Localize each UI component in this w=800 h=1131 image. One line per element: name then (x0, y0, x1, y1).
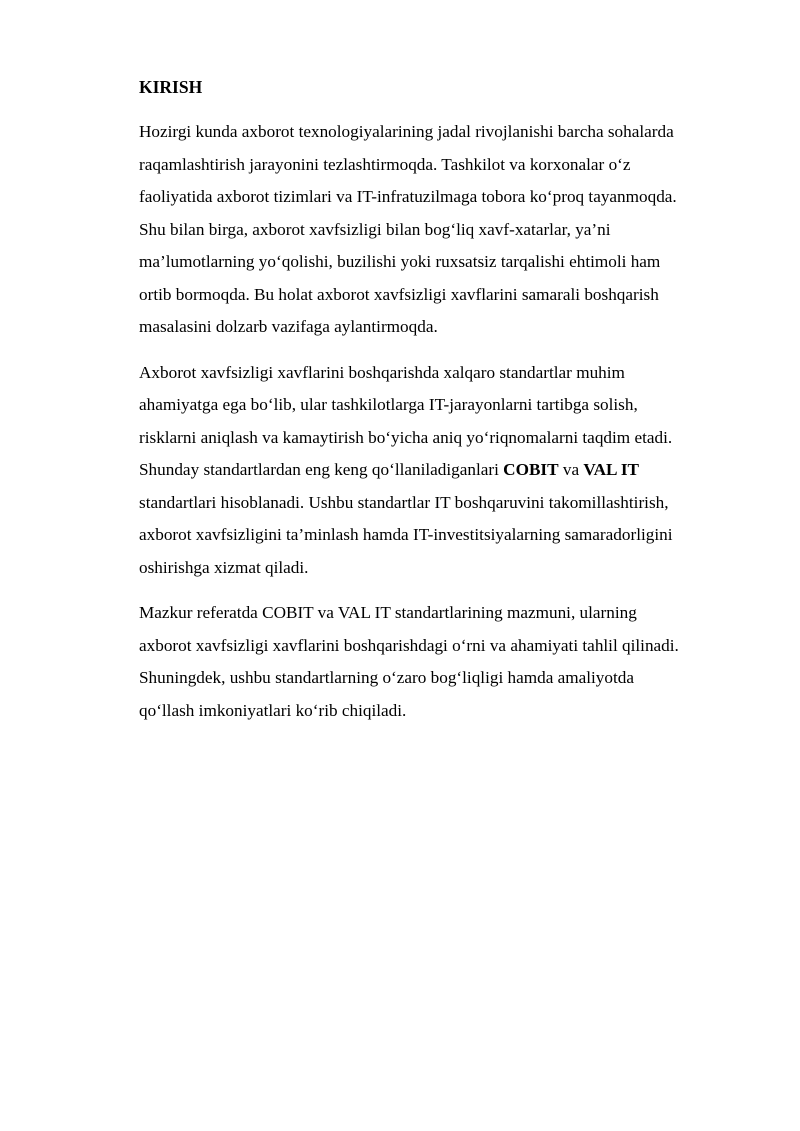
paragraph-line: ortib bormoqda. Bu holat axborot xavfsizligi xavflarini samarali boshqarish (139, 284, 659, 304)
section-heading: KIRISH (139, 77, 203, 97)
paragraph-line: risklarni aniqlash va kamaytirish bo‘yicha aniq yo‘riqnomalarni taqdim etadi. (139, 427, 673, 447)
bold-term-val-it: VAL IT (583, 460, 639, 479)
paragraph-line: Shu bilan birga, axborot xavfsizligi bilan bog‘liq xavf-xatarlar, ya’ni (139, 219, 611, 239)
paragraph-line: axborot xavfsizligi xavflarini boshqarishdagi o‘rni va ahamiyati tahlil qilinadi. (139, 635, 679, 655)
paragraph-line: axborot xavfsizligini ta’minlash hamda IT-investitsiyalarning samaradorligini (139, 525, 673, 544)
text-run: va (558, 460, 584, 479)
paragraph-line: raqamlashtirish jarayonini tezlashtirmoqda. Tashkilot va korxonalar o‘z (139, 154, 631, 174)
paragraph-line: standartlari hisoblanadi. Ushbu standartlar IT boshqaruvini takomillashtirish, (139, 492, 669, 512)
paragraph-line: faoliyatida axborot tizimlari va IT-infratuzilmaga tobora ko‘proq tayanmoqda. (139, 187, 677, 206)
paragraph-line: ahamiyatga ega bo‘lib, ular tashkilotlarga IT-jarayonlarni tartibga solish, (139, 395, 638, 414)
paragraph-line: ma’lumotlarning yo‘qolishi, buzilishi yoki ruxsatsiz tarqalishi ehtimoli ham (139, 252, 661, 271)
paragraph-line: Hozirgi kunda axborot texnologiyalarining jadal rivojlanishi barcha sohalarda (139, 122, 674, 141)
paragraph-2 (139, 357, 739, 585)
paragraph-3 (139, 597, 739, 727)
paragraph-line: qo‘llash imkoniyatlari ko‘rib chiqiladi. (139, 700, 407, 720)
text-run: Shunday standartlardan eng keng qo‘llaniladiganlari (139, 460, 504, 479)
paragraph-1 (139, 116, 739, 344)
paragraph-line-with-bold (139, 454, 739, 487)
paragraph-line: Axborot xavfsizligi xavflarini boshqarishda xalqaro standartlar muhim (139, 362, 625, 382)
paragraph-line: oshirishga xizmat qiladi. (139, 557, 309, 577)
paragraph-line: masalasini dolzarb vazifaga aylantirmoqda. (139, 317, 438, 336)
paragraph-line: Shuningdek, ushbu standartlarning o‘zaro bog‘liqligi hamda amaliyotda (139, 668, 634, 687)
document-page (139, 74, 739, 740)
bold-term-cobit: COBIT (503, 460, 559, 479)
paragraph-line: Mazkur referatda COBIT va VAL IT standartlarining mazmuni, ularning (139, 603, 637, 622)
